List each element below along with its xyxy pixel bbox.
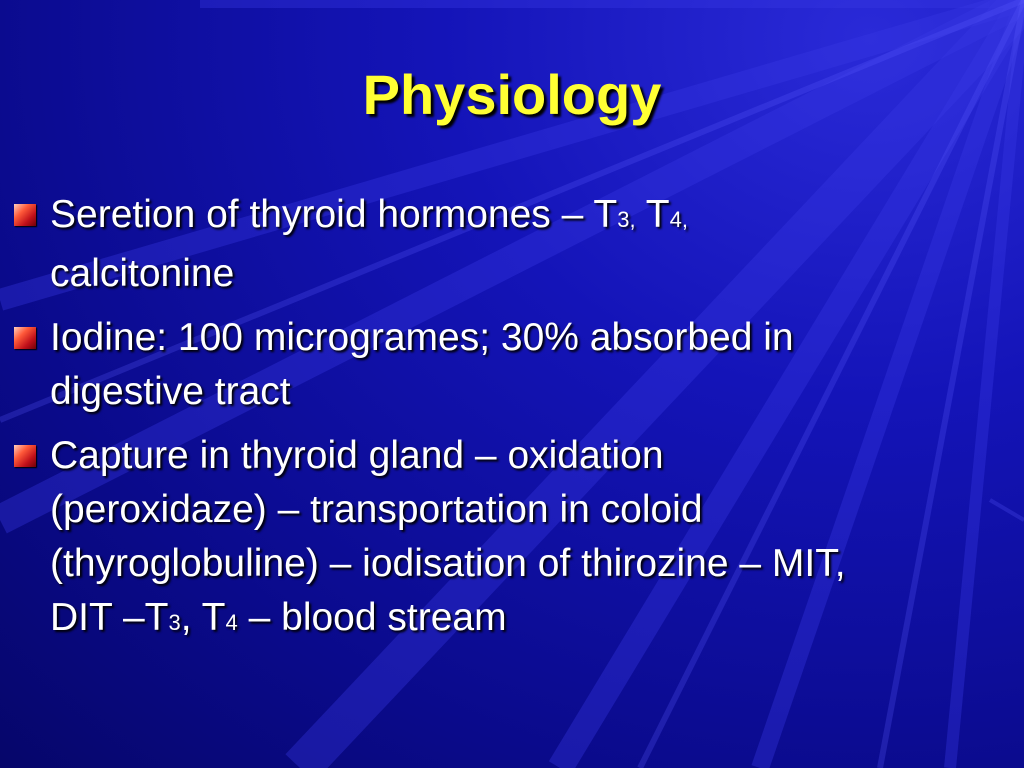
bullet-item <box>14 311 1004 419</box>
bullet-line: DIT –T3, T4 – blood stream <box>50 596 507 639</box>
slide-title: Physiology <box>362 63 662 126</box>
bullet-line: (peroxidaze) – transportation in coloid <box>50 488 703 531</box>
red-square-bullet-icon <box>14 445 36 467</box>
bullet-item <box>14 188 1004 301</box>
bullet-line: (thyroglobuline) – iodisation of thirozine – MIT, <box>50 542 846 585</box>
red-square-bullet-icon <box>14 204 36 226</box>
bullet-line: calcitonine <box>50 252 235 295</box>
bullet-line: Seretion of thyroid hormones – T3, T4, <box>50 193 688 236</box>
bullet-line: Iodine: 100 microgrames; 30% absorbed in <box>50 316 794 359</box>
bullet-line: Capture in thyroid gland – oxidation <box>50 434 664 477</box>
bullet-list <box>14 188 1004 660</box>
bullet-line: digestive tract <box>50 370 291 413</box>
red-square-bullet-icon <box>14 327 36 349</box>
bullet-item <box>14 429 1004 650</box>
